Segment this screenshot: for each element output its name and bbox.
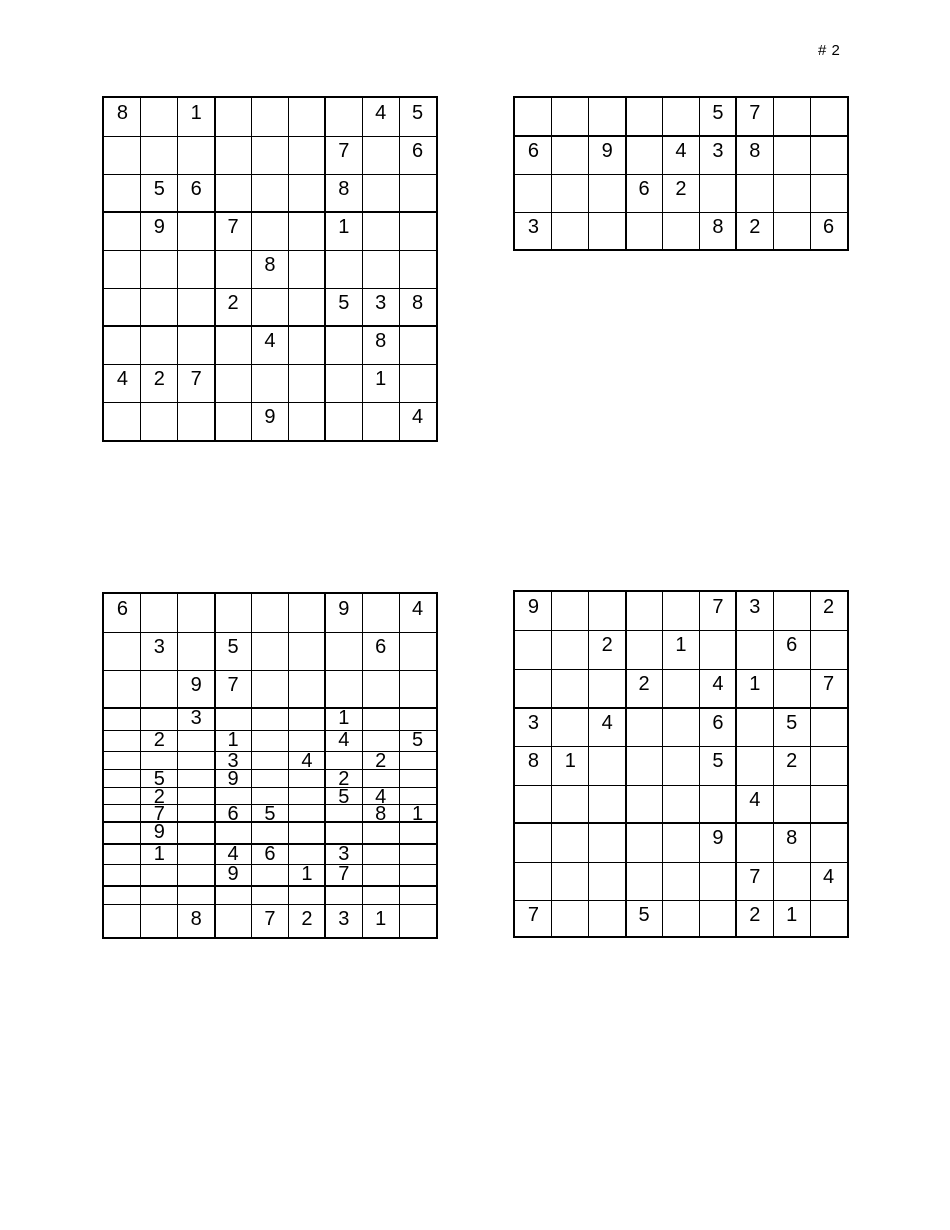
sudoku-cell: 8: [375, 330, 387, 352]
sudoku-cell: 7: [527, 904, 539, 926]
sudoku-cell: 8: [712, 216, 724, 238]
sudoku-cell: 5: [786, 712, 798, 734]
sudoku-cell: 2: [601, 634, 613, 656]
sudoku-cell: 9: [227, 768, 239, 790]
sudoku-cell: 2: [153, 786, 165, 808]
sudoku-cell: 5: [411, 729, 424, 751]
sudoku-cell: 6: [822, 216, 835, 238]
sudoku-cell: 9: [338, 598, 350, 620]
sudoku-cell: 1: [786, 904, 798, 926]
sudoku-cell: 2: [153, 729, 165, 751]
sudoku-cell: 9: [264, 406, 276, 428]
sudoku-cell: 8: [338, 178, 350, 200]
sudoku-cell: 9: [153, 216, 165, 238]
grid-line: [104, 136, 436, 137]
sudoku-cell: 3: [338, 908, 350, 930]
sudoku-cell: 3: [527, 216, 539, 238]
sudoku-cell: 9: [190, 674, 202, 696]
grid-line: [104, 670, 436, 671]
sudoku-cell: 7: [153, 803, 165, 825]
grid-line: [515, 785, 847, 786]
sudoku-cell: 1: [153, 843, 165, 865]
sudoku-cell: 8: [375, 803, 387, 825]
sudoku-cell: 1: [749, 673, 761, 695]
sudoku-cell: 3: [375, 292, 387, 314]
sudoku-cell: 1: [375, 368, 387, 390]
sudoku-cell: 4: [227, 843, 239, 865]
sudoku-grid: [102, 96, 438, 442]
sudoku-cell: 3: [749, 596, 761, 618]
sudoku-cell: 2: [749, 904, 761, 926]
sudoku-grid: [513, 96, 849, 251]
sudoku-cell: 1: [375, 908, 387, 930]
sudoku-cell: 2: [749, 216, 761, 238]
sudoku-cell: 6: [264, 843, 276, 865]
sudoku-cell: 2: [822, 596, 835, 618]
sudoku-cell: 7: [338, 863, 350, 885]
sudoku-cell: 2: [153, 368, 165, 390]
sudoku-cell: 8: [190, 908, 202, 930]
sudoku-cell: 8: [527, 750, 539, 772]
sudoku-cell: 6: [190, 178, 202, 200]
sudoku-cell: 6: [786, 634, 798, 656]
sudoku-cell: 9: [712, 827, 724, 849]
sudoku-cell: 6: [227, 803, 239, 825]
sudoku-cell: 2: [375, 750, 387, 772]
sudoku-cell: 5: [153, 768, 165, 790]
sudoku-cell: 5: [338, 292, 350, 314]
sudoku-cell: 9: [227, 863, 239, 885]
sudoku-cell: 7: [338, 140, 350, 162]
sudoku-cell: 8: [116, 102, 128, 124]
sudoku-cell: 6: [712, 712, 724, 734]
sudoku-cell: 7: [749, 102, 761, 124]
sudoku-cell: 4: [301, 750, 313, 772]
grid-line: [515, 212, 847, 213]
sudoku-cell: 1: [301, 863, 313, 885]
sudoku-cell: 2: [227, 292, 239, 314]
sudoku-cell: 4: [675, 140, 687, 162]
sudoku-cell: 4: [601, 712, 613, 734]
sudoku-cell: 4: [822, 866, 835, 888]
sudoku-cell: 9: [153, 821, 165, 843]
sudoku-cell: 8: [264, 254, 276, 276]
sudoku-cell: 6: [375, 636, 387, 658]
sudoku-cell: 1: [411, 803, 424, 825]
sudoku-cell: 1: [338, 216, 350, 238]
sudoku-cell: 5: [264, 803, 276, 825]
sudoku-cell: 3: [712, 140, 724, 162]
sudoku-cell: 6: [638, 178, 650, 200]
sudoku-cell: 3: [338, 843, 350, 865]
sudoku-cell: 8: [786, 827, 798, 849]
sudoku-cell: 5: [411, 102, 424, 124]
sudoku-cell: 5: [153, 178, 165, 200]
sudoku-cell: 4: [264, 330, 276, 352]
sudoku-grid: [513, 590, 849, 938]
sudoku-cell: 4: [116, 368, 128, 390]
sudoku-cell: 5: [338, 786, 350, 808]
sudoku-cell: 6: [116, 598, 128, 620]
grid-line: [104, 885, 436, 887]
sudoku-cell: 7: [227, 674, 239, 696]
sudoku-cell: 5: [712, 102, 724, 124]
sudoku-cell: 7: [190, 368, 202, 390]
sudoku-cell: 4: [375, 102, 387, 124]
sudoku-cell: 7: [749, 866, 761, 888]
sudoku-cell: 9: [527, 596, 539, 618]
sudoku-cell: 4: [411, 406, 424, 428]
sudoku-cell: 2: [638, 673, 650, 695]
sudoku-cell: 7: [264, 908, 276, 930]
sudoku-cell: 2: [301, 908, 313, 930]
sudoku-cell: 4: [375, 786, 387, 808]
sudoku-cell: 5: [638, 904, 650, 926]
sudoku-cell: 3: [190, 707, 202, 729]
page-number: # 2: [818, 42, 841, 59]
grid-line: [515, 669, 847, 670]
sudoku-cell: 8: [411, 292, 424, 314]
sudoku-cell: 5: [712, 750, 724, 772]
sudoku-cell: 6: [527, 140, 539, 162]
grid-line: [515, 862, 847, 863]
sudoku-cell: 1: [564, 750, 576, 772]
sudoku-cell: 1: [675, 634, 687, 656]
sudoku-cell: 2: [786, 750, 798, 772]
sudoku-cell: 3: [227, 750, 239, 772]
sudoku-cell: 8: [749, 140, 761, 162]
sudoku-cell: 4: [411, 598, 424, 620]
sudoku-cell: 1: [338, 707, 350, 729]
sudoku-cell: 4: [749, 789, 761, 811]
sudoku-grid: [102, 592, 438, 939]
sudoku-cell: 2: [338, 768, 350, 790]
sudoku-cell: 2: [675, 178, 687, 200]
sudoku-cell: 4: [338, 729, 350, 751]
sudoku-cell: 7: [227, 216, 239, 238]
sudoku-cell: 9: [601, 140, 613, 162]
sudoku-cell: 7: [712, 596, 724, 618]
sudoku-cell: 4: [712, 673, 724, 695]
sudoku-cell: 1: [190, 102, 202, 124]
sudoku-cell: 5: [227, 636, 239, 658]
sudoku-cell: 3: [153, 636, 165, 658]
sudoku-cell: 6: [411, 140, 424, 162]
grid-line: [104, 707, 436, 709]
sudoku-cell: 1: [227, 729, 239, 751]
sudoku-cell: 7: [822, 673, 835, 695]
sudoku-cell: 3: [527, 712, 539, 734]
